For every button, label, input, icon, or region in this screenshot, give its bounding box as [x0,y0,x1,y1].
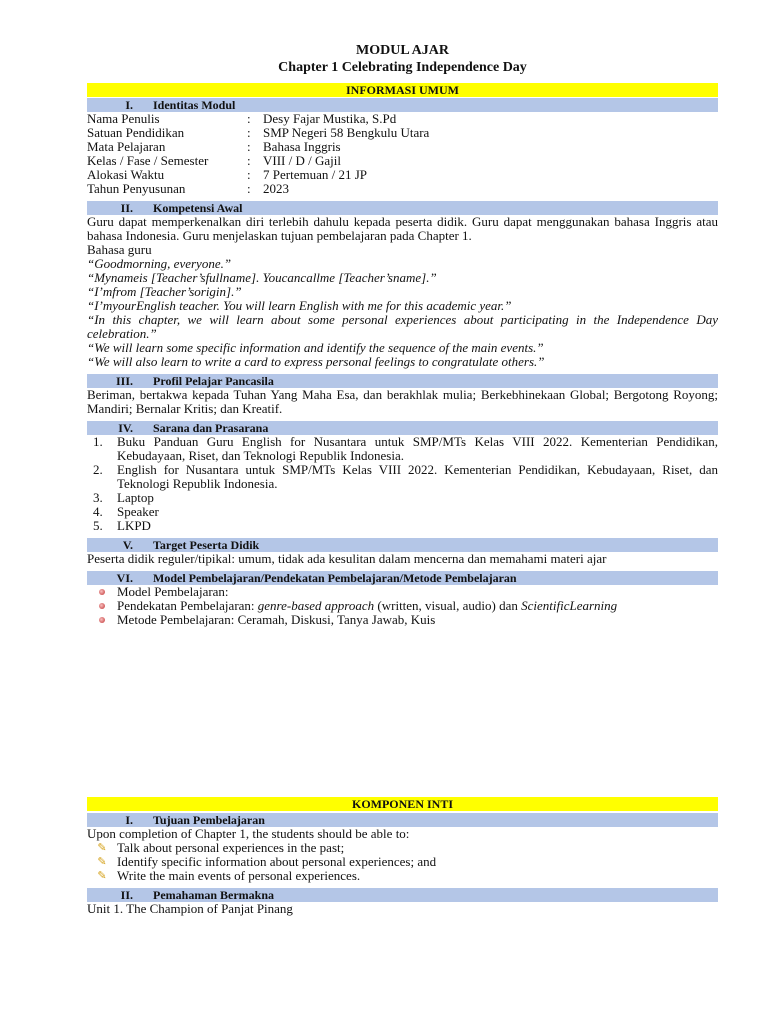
identitas-table [87,112,718,196]
section-band-komponen-inti: KOMPONEN INTI [87,797,718,811]
teacher-quote: “We will also learn to write a card to express personal feelings to congratulate others.” [87,354,545,369]
list-item [87,613,718,627]
model-list [87,585,718,627]
item-text: Laptop [117,490,154,505]
item-number: 3. [93,490,103,505]
pencil-icon: ✎ [97,856,107,868]
teacher-quote: “Mynameis [Teacher’sfullname]. Youcancallme [Teacher’sname].” [87,270,437,285]
list-item [87,463,718,491]
item-number: 2. [93,462,103,477]
list-item [87,505,718,519]
identitas-row [87,182,718,196]
section-header-profil-pelajar [87,374,718,388]
row-key: Satuan Pendidikan [87,125,185,140]
document-title: MODUL AJAR [356,43,449,58]
section-number: V. [122,538,133,552]
item-text: Identify specific information about personal experiences; and [117,854,437,869]
teacher-quote: “I’myourEnglish teacher. You will learn English with me for this academic year.” [87,298,512,313]
section-label: Kompetensi Awal [153,201,243,215]
komponen-inti-block [87,797,718,916]
item-text: Model Pembelajaran: [117,584,229,599]
section-label: Profil Pelajar Pancasila [153,374,274,388]
row-value: 2023 [263,181,289,196]
tujuan-intro: Upon completion of Chapter 1, the students should be able to: [87,826,410,841]
section-label: Model Pembelajaran/Pendekatan Pembelajaran/Metode Pembelajaran [153,571,517,585]
section-band-informasi-umum: INFORMASI UMUM [87,83,718,97]
section-label: Tujuan Pembelajaran [153,813,265,827]
section-number: VI. [116,571,133,585]
row-key: Nama Penulis [87,111,160,126]
list-item [87,519,718,533]
tujuan-list [87,841,718,883]
item-text: Metode Pembelajaran: Ceramah, Diskusi, Tanya Jawab, Kuis [117,612,436,627]
row-colon: : [247,125,251,140]
row-value: 7 Pertemuan / 21 JP [263,167,367,182]
row-value: SMP Negeri 58 Bengkulu Utara [263,125,430,140]
row-colon: : [247,139,251,154]
section-label: Sarana dan Prasarana [153,421,269,435]
section-header-identitas-modul [87,98,718,112]
item-number: 5. [93,518,103,533]
bullet-icon [87,585,117,599]
row-colon: : [247,181,251,196]
section-number: I. [125,98,133,112]
section-label: Target Peserta Didik [153,538,260,552]
row-colon: : [247,153,251,168]
list-item [87,599,718,613]
teacher-quote: “In this chapter, we will learn about some personal experiences about participating in the Independence Day celebration.” [87,312,718,341]
item-number: 4. [93,504,103,519]
item-text [117,599,617,613]
sarana-list [87,435,718,533]
section-header-kompetensi-awal [87,201,718,215]
identitas-row [87,140,718,154]
item-text: Buku Panduan Guru English for Nusantara untuk SMP/MTs Kelas VIII 2022. Kementerian Pendidikan, Kebudayaan, Riset, dan Teknologi Republik Indonesia. [117,434,718,463]
identitas-row [87,112,718,126]
pemahaman-text: Unit 1. The Champion of Panjat Pinang [87,901,293,916]
section-header-pemahaman [87,888,718,902]
bullet-icon [87,599,117,613]
list-item [87,841,718,855]
section-header-sarana [87,421,718,435]
list-item [87,585,718,599]
row-key: Kelas / Fase / Semester [87,153,209,168]
section-number: II. [120,888,133,902]
section-number: II. [120,201,133,215]
profil-text: Beriman, bertakwa kepada Tuhan Yang Maha Esa, dan berakhlak mulia; Berkebhinekaan Global; Bergotong Royong; Mandiri; Bernalar Kritis; dan Kreatif. [87,387,718,416]
item-text: Speaker [117,504,159,519]
list-item [87,869,718,883]
row-colon: : [247,167,251,182]
section-label: Pemahaman Bermakna [153,888,274,902]
text-run-italic: genre-based approach [257,598,375,613]
item-text: LKPD [117,518,151,533]
list-item [87,855,718,869]
row-key: Tahun Penyusunan [87,181,186,196]
row-value: VIII / D / Gajil [263,153,341,168]
row-value: Desy Fajar Mustika, S.Pd [263,111,397,126]
item-number: 1. [93,434,103,449]
teacher-quote: “I’mfrom [Teacher’sorigin].” [87,284,242,299]
identitas-row [87,126,718,140]
section-number: III. [115,374,133,388]
pencil-icon: ✎ [97,870,107,882]
section-number: IV. [118,421,133,435]
teacher-quote: “Goodmorning, everyone.” [87,256,232,271]
identitas-row [87,168,718,182]
section-header-target [87,538,718,552]
bullet-icon [87,613,117,627]
text-run: Pendekatan Pembelajaran: [117,598,258,613]
bahasa-guru-label: Bahasa guru [87,242,152,257]
item-text: English for Nusantara untuk SMP/MTs Kelas VIII 2022. Kementerian Pendidikan, Kebudayaan, Riset, dan Teknologi Republik Indonesia. [117,462,718,491]
section-header-model-pembelajaran [87,571,718,585]
pencil-icon: ✎ [97,842,107,854]
item-text: Write the main events of personal experiences. [117,868,361,883]
teacher-quote: “We will learn some specific information and identify the sequence of the main events.” [87,340,544,355]
kompetensi-intro: Guru dapat memperkenalkan diri terlebih dahulu kepada peserta didik. Guru dapat menggunakan bahasa Inggris atau bahasa Indonesia. Guru menjelaskan tujuan pembelajaran pada Chapter 1. [87,214,718,243]
section-header-tujuan [87,813,718,827]
section-label: Identitas Modul [153,98,236,112]
row-value: Bahasa Inggris [263,139,341,154]
section-number: I. [125,813,133,827]
document-subtitle: Chapter 1 Celebrating Independence Day [278,60,527,75]
target-text: Peserta didik reguler/tipikal: umum, tidak ada kesulitan dalam mencerna dan memahami materi ajar [87,551,607,566]
list-item [87,435,718,463]
row-key: Mata Pelajaran [87,139,166,154]
row-key: Alokasi Waktu [87,167,165,182]
item-text: Talk about personal experiences in the past; [117,840,345,855]
list-item [87,491,718,505]
identitas-row [87,154,718,168]
document-page [87,0,718,916]
text-run-italic: ScientificLearning [521,598,618,613]
row-colon: : [247,111,251,126]
text-run: (written, visual, audio) dan [374,598,522,613]
